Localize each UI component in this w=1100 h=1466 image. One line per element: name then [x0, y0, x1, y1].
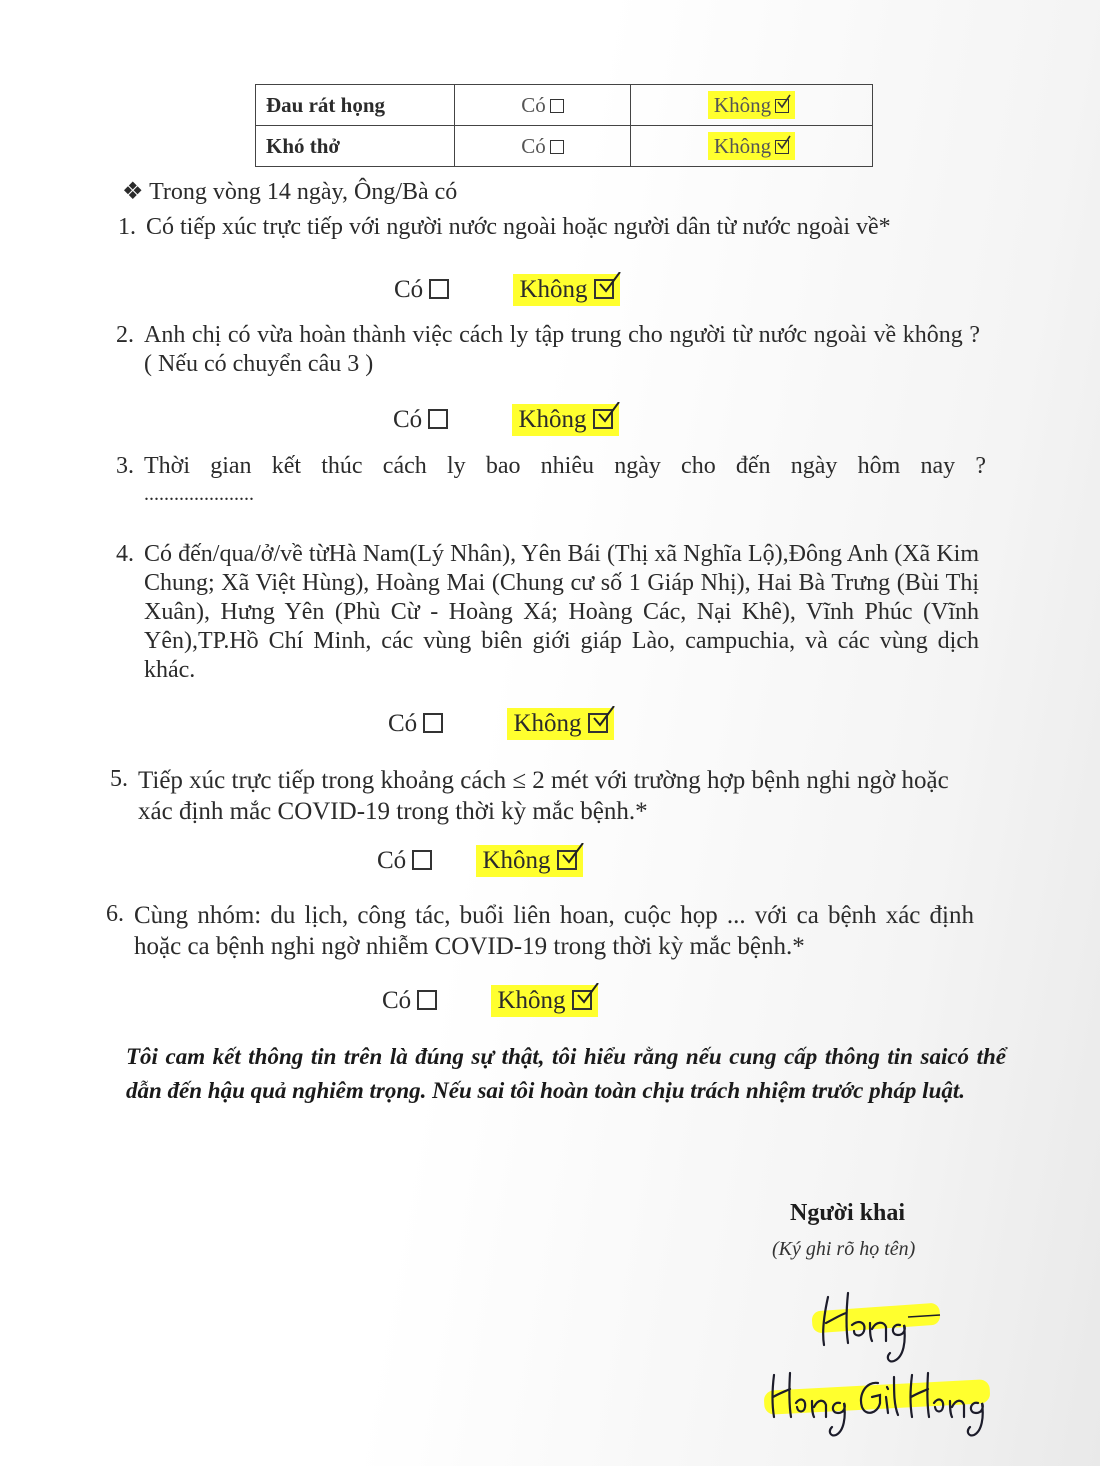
check-icon — [575, 983, 599, 1005]
checkbox-yes[interactable] — [429, 279, 449, 299]
no-label: Không — [497, 987, 566, 1014]
question-text: Có đến/qua/ở/về từHà Nam(Lý Nhân), Yên Bái (Thị xã Nghĩa Lộ),Đông Anh (Xã Kim Chung; Xã Việt Hùng), Hoàng Mai (Chung cư số 1 Giáp Nhị), Hai Bà Trưng (Bùi Thị Xuân), Hưng Yên (Phù Cừ - Hoàng Xá; Hoàng Các, Nại Khê), Vĩnh Phúc (Vĩnh Yên),TP.Hồ Chí Minh, các vùng biên giới giáp Lào, campuchia, và các vùng dịch khác. — [144, 541, 979, 683]
option-yes — [393, 406, 448, 434]
check-icon — [776, 94, 792, 110]
answer-row-5 — [377, 845, 583, 877]
question-6 — [106, 900, 986, 962]
option-no-highlight — [491, 985, 597, 1017]
no-label: Không — [713, 133, 772, 158]
checkbox-no-checked[interactable] — [588, 713, 608, 733]
checkbox-no-checked[interactable] — [572, 990, 592, 1010]
no-cell — [631, 126, 873, 167]
symptom-name: Khó thở — [256, 126, 455, 167]
answer-row-1 — [394, 274, 620, 306]
no-cell — [631, 85, 873, 126]
question-text: Thời gian kết thúc cách ly bao nhiêu ngày cho đến ngày hôm nay ? — [144, 453, 986, 479]
yes-label: Có — [377, 847, 407, 874]
signature — [790, 1285, 960, 1365]
no-label: Không — [513, 710, 582, 737]
question-number: 3. — [116, 453, 134, 479]
question-text: Có tiếp xúc trực tiếp với người nước ngoài hoặc người dân từ nước ngoài về* — [146, 214, 891, 240]
yes-label: Có — [394, 276, 424, 303]
question-number: 1. — [118, 214, 136, 240]
no-label: Không — [518, 406, 587, 433]
question-5 — [110, 765, 990, 827]
check-icon — [776, 135, 792, 151]
table-row — [256, 126, 873, 167]
checkbox-yes[interactable] — [423, 713, 443, 733]
option-no-highlight — [507, 708, 613, 740]
table-row — [256, 85, 873, 126]
yes-label: Có — [388, 710, 418, 737]
signer-title: Người khai — [790, 1200, 906, 1226]
checkbox-no-checked[interactable] — [593, 409, 613, 429]
answer-row-2 — [393, 404, 619, 436]
checkbox-yes[interactable] — [412, 850, 432, 870]
question-number: 2. — [116, 322, 134, 348]
question-4 — [116, 540, 986, 690]
signer-full-name — [760, 1365, 1000, 1445]
option-yes — [388, 710, 443, 738]
question-3 — [116, 452, 986, 512]
check-icon — [596, 402, 620, 424]
question-2 — [116, 321, 986, 381]
option-no-highlight — [513, 274, 619, 306]
yes-label: Có — [521, 92, 546, 117]
no-label: Không — [713, 92, 772, 117]
question-text: Anh chị có vừa hoàn thành việc cách ly tập trung cho người từ nước ngoài về không ? ( Nếu có chuyển câu 3 ) — [144, 322, 980, 377]
pledge-statement: Tôi cam kết thông tin trên là đúng sự thật, tôi hiểu rằng nếu cung cấp thông tin saicó thể dẫn đến hậu quả nghiêm trọng. Nếu sai tôi hoàn toàn chịu trách nhiệm trước pháp luật. — [126, 1044, 1006, 1103]
option-yes — [394, 276, 449, 304]
question-number: 5. — [110, 766, 128, 792]
section-intro: ❖ Trong vòng 14 ngày, Ông/Bà có — [122, 179, 458, 205]
answer-blank[interactable]: ...................... — [144, 483, 254, 505]
yes-label: Có — [382, 987, 412, 1014]
symptom-name: Đau rát họng — [256, 85, 455, 126]
checkbox-no-checked[interactable] — [775, 99, 789, 113]
checkbox-no-checked[interactable] — [557, 850, 577, 870]
no-highlight — [708, 91, 795, 119]
yes-label: Có — [521, 133, 546, 158]
answer-row-6 — [382, 985, 598, 1017]
signer-note: (Ký ghi rõ họ tên) — [772, 1238, 916, 1260]
no-label: Không — [482, 847, 551, 874]
option-no-highlight — [476, 845, 582, 877]
checkbox-yes[interactable] — [550, 140, 564, 154]
question-number: 6. — [106, 901, 124, 927]
no-label: Không — [519, 276, 588, 303]
option-yes — [382, 987, 437, 1015]
checkbox-no-checked[interactable] — [594, 279, 614, 299]
checkbox-yes[interactable] — [550, 99, 564, 113]
check-icon — [591, 706, 615, 728]
option-yes — [377, 847, 432, 875]
check-icon — [597, 272, 621, 294]
symptom-table — [255, 84, 873, 167]
checkbox-no-checked[interactable] — [775, 140, 789, 154]
no-highlight — [708, 132, 795, 160]
yes-cell — [455, 126, 631, 167]
checkbox-yes[interactable] — [428, 409, 448, 429]
check-icon — [560, 843, 584, 865]
yes-label: Có — [393, 406, 423, 433]
question-text: Cùng nhóm: du lịch, công tác, buổi liên hoan, cuộc họp ... với ca bệnh xác định hoặc ca bệnh nghi ngờ nhiễm COVID-19 trong thời kỳ mắc bệnh.* — [134, 902, 974, 960]
answer-row-4 — [388, 708, 614, 740]
option-no-highlight — [512, 404, 618, 436]
question-text: Tiếp xúc trực tiếp trong khoảng cách ≤ 2 mét với trường hợp bệnh nghi ngờ hoặc xác định mắc COVID-19 trong thời kỳ mắc bệnh.* — [138, 767, 949, 825]
yes-cell — [455, 85, 631, 126]
question-number: 4. — [116, 541, 134, 567]
checkbox-yes[interactable] — [417, 990, 437, 1010]
